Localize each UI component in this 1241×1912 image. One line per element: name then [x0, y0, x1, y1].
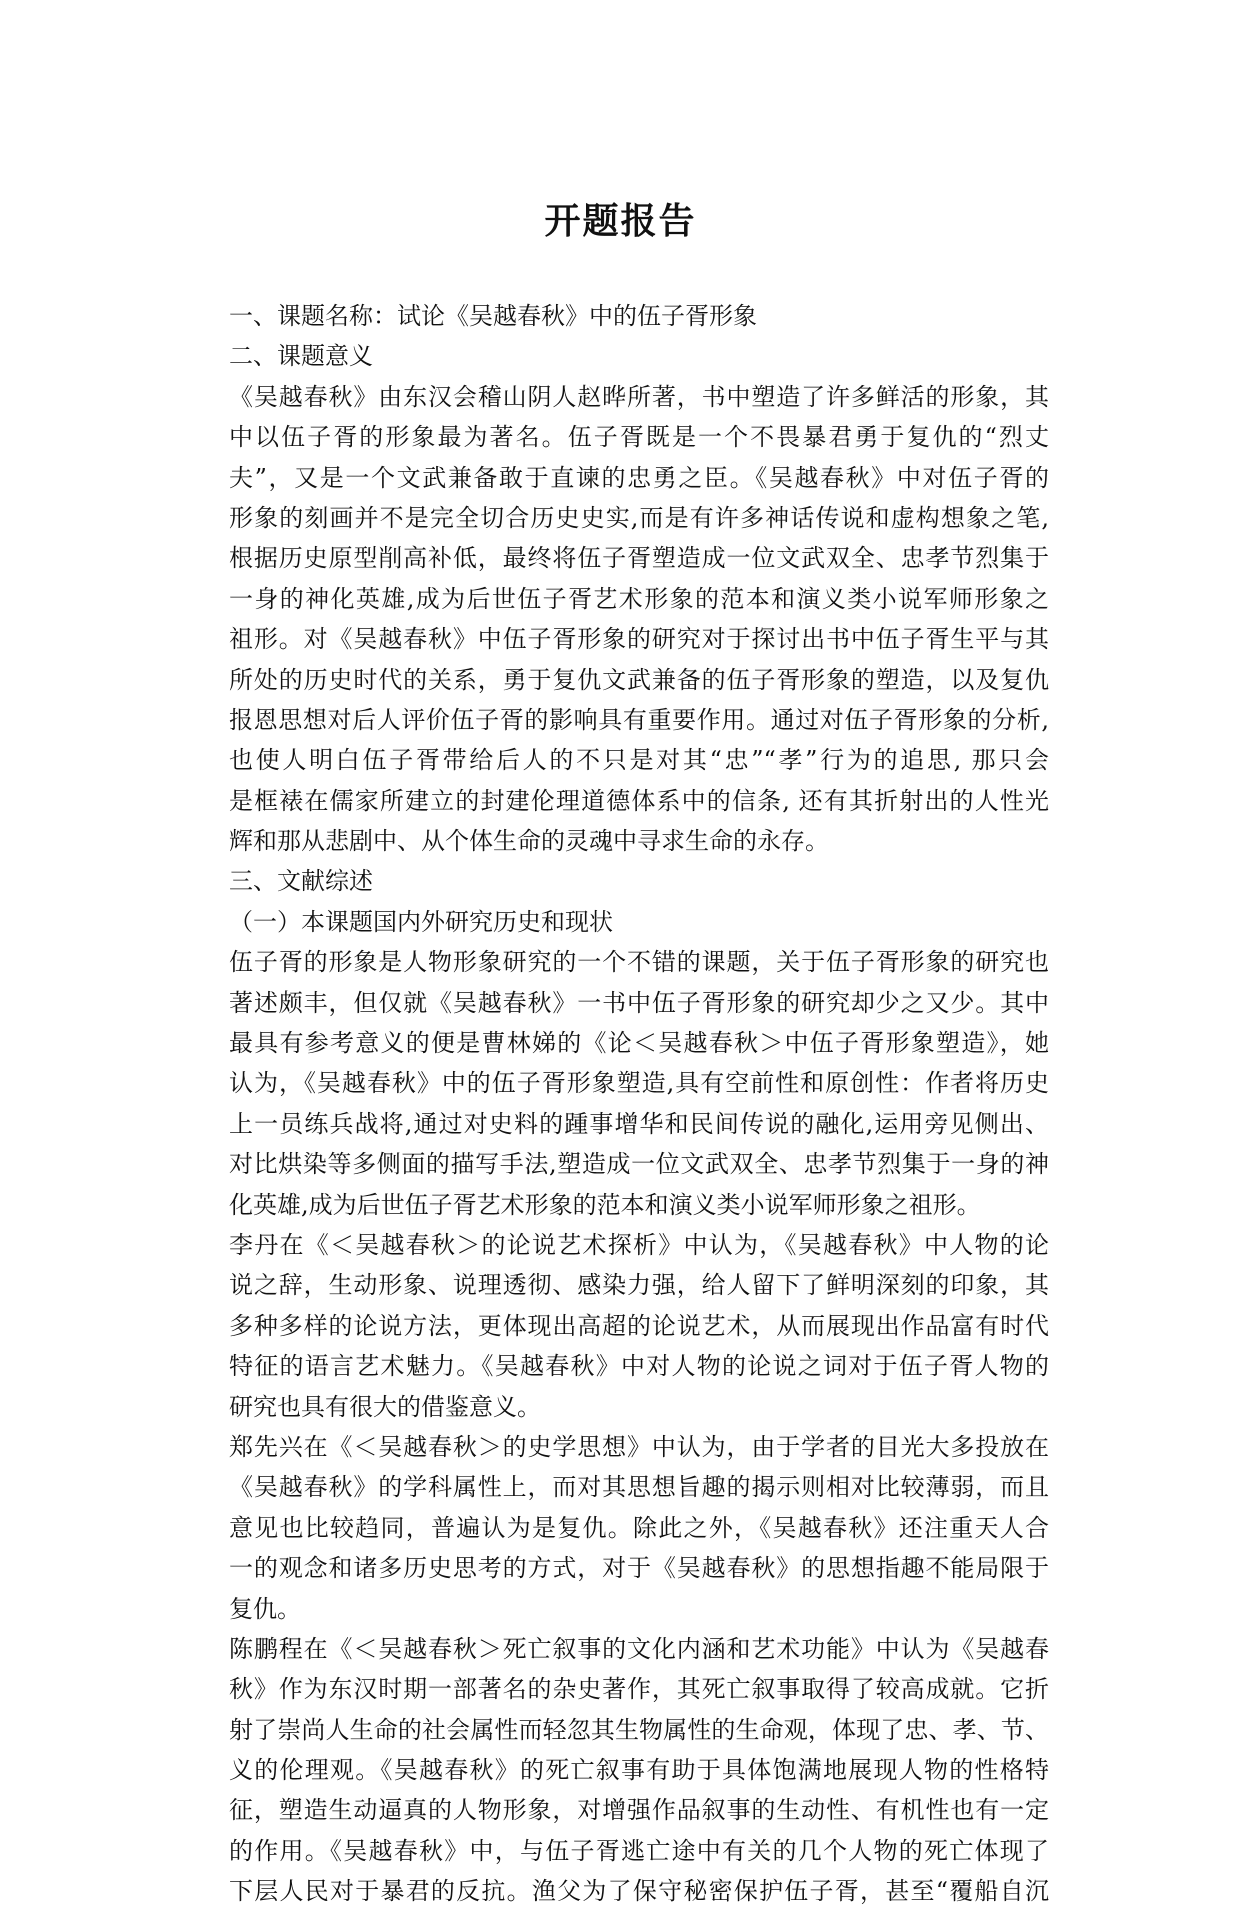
paragraph-line: 祖形。对《吴越春秋》中伍子胥形象的研究对于探讨出书中伍子胥生平与其 [229, 625, 1049, 654]
paragraph-line: 秋》作为东汉时期一部著名的杂史著作，其死亡叙事取得了较高成就。它折 [229, 1675, 1049, 1704]
paragraph-line: 夫”，又是一个文武兼备敢于直谏的忠勇之臣。《吴越春秋》中对伍子胥的 [229, 463, 1049, 492]
paragraph-line: 的作用。《吴越春秋》中，与伍子胥逃亡途中有关的几个人物的死亡体现了 [229, 1836, 1049, 1865]
paragraph-line: 说之辞，生动形象、说理透彻、感染力强，给人留下了鲜明深刻的印象，其 [229, 1271, 1049, 1300]
paragraph-line: 《吴越春秋》由东汉会稽山阴人赵晔所著，书中塑造了许多鲜活的形象，其 [229, 382, 1049, 411]
subsection-heading: （一）本课题国内外研究历史和现状 [229, 907, 613, 936]
paragraph-line: 多种多样的论说方法，更体现出高超的论说艺术，从而展现出作品富有时代 [229, 1311, 1049, 1340]
paragraph-line: 射了崇尚人生命的社会属性而轻忽其生物属性的生命观，体现了忠、孝、节、 [229, 1715, 1049, 1744]
paragraph-line: 一身的神化英雄,成为后世伍子胥艺术形象的范本和演义类小说军师形象之 [229, 584, 1049, 613]
paragraph-line: 根据历史原型削高补低，最终将伍子胥塑造成一位文武双全、忠孝节烈集于 [229, 544, 1049, 573]
paragraph-line: 化英雄,成为后世伍子胥艺术形象的范本和演义类小说军师形象之祖形。 [229, 1190, 981, 1219]
paragraph-line: 形象的刻画并不是完全切合历史史实,而是有许多神话传说和虚构想象之笔, [229, 503, 1049, 532]
paragraph-line: 上一员练兵战将,通过对史料的踵事增华和民间传说的融化,运用旁见侧出、 [229, 1109, 1049, 1138]
paragraph-line: 意见也比较趋同，普遍认为是复仇。除此之外，《吴越春秋》还注重天人合 [229, 1513, 1049, 1542]
paragraph-line: 一的观念和诸多历史思考的方式，对于《吴越春秋》的思想指趣不能局限于 [229, 1554, 1049, 1583]
paragraph-line: 认为，《吴越春秋》中的伍子胥形象塑造,具有空前性和原创性：作者将历史 [229, 1069, 1049, 1098]
paragraph-line: 著述颇丰，但仅就《吴越春秋》一书中伍子胥形象的研究却少之又少。其中 [229, 988, 1049, 1017]
paragraph-line: 最具有参考意义的便是曹林娣的《论＜吴越春秋＞中伍子胥形象塑造》，她 [229, 1029, 1049, 1058]
paragraph-line: 李丹在《＜吴越春秋＞的论说艺术探析》中认为，《吴越春秋》中人物的论 [229, 1230, 1049, 1259]
paragraph-line: 对比烘染等多侧面的描写手法,塑造成一位文武双全、忠孝节烈集于一身的神 [229, 1150, 1049, 1179]
paragraph-line: 义的伦理观。《吴越春秋》的死亡叙事有助于具体饱满地展现人物的性格特 [229, 1756, 1049, 1785]
paragraph-line: 是框裱在儒家所建立的封建伦理道德体系中的信条, 还有其折射出的人性光 [229, 786, 1049, 815]
paragraph-line: 特征的语言艺术魅力。《吴越春秋》中对人物的论说之词对于伍子胥人物的 [229, 1352, 1049, 1381]
paragraph-line: 也使人明白伍子胥带给后人的不只是对其“忠”“孝”行为的追思, 那只会 [229, 746, 1049, 775]
paragraph-line: 《吴越春秋》的学科属性上，而对其思想旨趣的揭示则相对比较薄弱，而且 [229, 1473, 1049, 1502]
paragraph-line: 中以伍子胥的形象最为著名。伍子胥既是一个不畏暴君勇于复仇的“烈丈 [229, 423, 1049, 452]
paragraph-line: 研究也具有很大的借鉴意义。 [229, 1392, 541, 1421]
section-heading-literature-review: 三、文献综述 [229, 867, 373, 896]
paragraph-line: 伍子胥的形象是人物形象研究的一个不错的课题，关于伍子胥形象的研究也 [229, 948, 1049, 977]
paragraph-line: 陈鹏程在《＜吴越春秋＞死亡叙事的文化内涵和艺术功能》中认为《吴越春 [229, 1634, 1049, 1663]
paragraph-line: 郑先兴在《＜吴越春秋＞的史学思想》中认为，由于学者的目光大多投放在 [229, 1432, 1049, 1461]
paragraph-line: 下层人民对于暴君的反抗。渔父为了保守秘密保护伍子胥，甚至“覆船自沉 [229, 1877, 1049, 1906]
document-body [229, 296, 1049, 1912]
section-heading-topic: 一、课题名称：试论《吴越春秋》中的伍子胥形象 [229, 302, 757, 330]
paragraph-line: 报恩思想对后人评价伍子胥的影响具有重要作用。通过对伍子胥形象的分析, [229, 705, 1049, 734]
paragraph-line: 复仇。 [229, 1594, 301, 1623]
page-title: 开题报告 [544, 201, 697, 242]
paragraph-line: 征，塑造生动逼真的人物形象，对增强作品叙事的生动性、有机性也有一定 [229, 1796, 1049, 1825]
paragraph-line: 所处的历史时代的关系，勇于复仇文武兼备的伍子胥形象的塑造，以及复仇 [229, 665, 1049, 694]
paragraph-line: 辉和那从悲剧中、从个体生命的灵魂中寻求生命的永存。 [229, 827, 829, 856]
section-heading-significance: 二、课题意义 [229, 342, 373, 371]
